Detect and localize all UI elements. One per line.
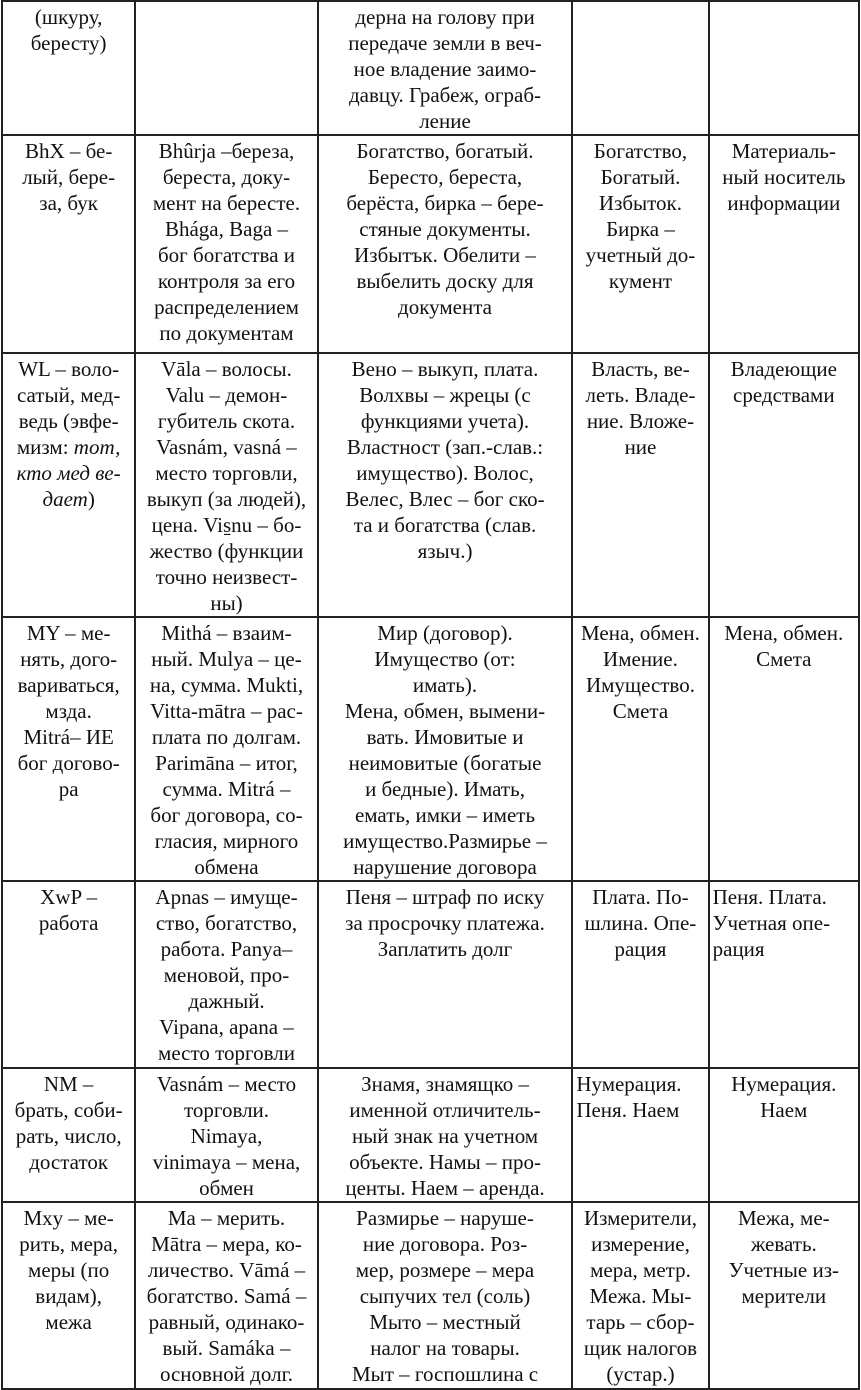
table-cell-line: Мена, обмен. <box>724 621 844 645</box>
table-cell-line: за, бук <box>39 191 98 215</box>
table-cell-line: рация <box>614 937 667 961</box>
table-cell <box>318 1202 573 1389</box>
table-cell-line: место торговли <box>158 1041 295 1065</box>
table-cell <box>572 1068 708 1202</box>
table-cell-line: та и богатства (слав. <box>353 513 537 537</box>
table-cell-line: стяные документы. <box>359 217 531 241</box>
table-cell-line: Владеющие <box>730 357 837 381</box>
table-cell-line: рация <box>712 937 765 961</box>
table-cell-line: жество (функции <box>149 539 304 563</box>
table-cell-line: рать, число, <box>15 1124 122 1148</box>
table-cell-line: Наем <box>760 1098 808 1122</box>
table-cell-line: ние договора. Роз- <box>362 1232 528 1256</box>
table-cell-line: имущество.Размирье – <box>343 829 547 853</box>
table-cell-line: губитель скота. <box>157 409 296 433</box>
table-cell-line: NM – <box>43 1072 94 1096</box>
table-cell-line: ние. Вложе- <box>586 409 695 433</box>
table-cell <box>709 617 859 881</box>
table-cell-line: Бирка – <box>606 217 675 241</box>
table-cell <box>572 135 708 353</box>
table-cell-line: ное владение заимо- <box>353 57 537 81</box>
table-cell-line: Нумерация. <box>731 1072 837 1096</box>
table-cell-line: точно неизвест- <box>155 565 298 589</box>
table-cell-line: обмена <box>194 855 259 879</box>
table-cell-line: по документам <box>159 321 294 345</box>
table-cell <box>572 1 708 135</box>
table-cell-line: Mithá – взаим- <box>161 621 292 645</box>
table-cell-line: Имущество (от: <box>374 647 516 671</box>
table-cell-line: Мыт – госпошлина с <box>351 1362 539 1386</box>
table-cell-line: WL – воло- <box>18 357 120 381</box>
table-cell-line: видам), <box>35 1284 102 1308</box>
table-cell <box>135 617 317 881</box>
table-cell-line: ние <box>624 435 657 459</box>
table-cell-line: сумма. Mitrá – <box>162 777 291 801</box>
table-cell-line: достаток <box>29 1150 109 1174</box>
table-cell-line: брать, соби- <box>14 1098 123 1122</box>
table-cell-line: равный, одинако- <box>148 1310 305 1334</box>
table-cell <box>318 1068 573 1202</box>
table-row <box>2 881 859 1068</box>
table-cell <box>2 881 135 1068</box>
table-cell-line: Мыто – местный <box>369 1310 521 1334</box>
table-cell <box>2 135 135 353</box>
table-cell-line: ление <box>419 109 471 133</box>
table-cell <box>2 1 135 135</box>
table-cell-line: на, сумма. Mukti, <box>149 673 304 697</box>
table-cell-line: Vasnám – место <box>156 1072 297 1096</box>
table-cell-line: место торговли, <box>155 461 298 485</box>
table-cell-line: ра <box>58 777 79 801</box>
table-cell-line: рить, мера, <box>19 1232 118 1256</box>
table-cell-line: жевать. <box>750 1232 817 1256</box>
table-cell-line: богатство. Samá – <box>146 1284 307 1308</box>
table-cell-line: лый, бере- <box>22 165 116 189</box>
table-cell-line: Vitta-mātra – рас- <box>150 699 303 723</box>
table-cell-line: документа <box>398 295 492 319</box>
table-cell <box>135 1 317 135</box>
table-cell-line: Плата. По- <box>592 885 689 909</box>
table-cell-line: передаче земли в веч- <box>348 31 542 55</box>
table-cell-line: Vipana, apana – <box>159 1015 294 1039</box>
table-cell-line: мизм: тот, <box>16 435 121 459</box>
table-cell <box>135 353 317 617</box>
table-cell-line: Измерители, <box>583 1206 697 1230</box>
table-cell-line: вариваться, <box>17 673 120 697</box>
table-cell <box>709 135 859 353</box>
table-cell-line: берёста, бирка – бере- <box>346 191 544 215</box>
table-cell-line: мера, метр. <box>590 1258 691 1282</box>
table-cell-line: обмен <box>199 1176 254 1200</box>
table-row <box>2 617 859 881</box>
table-cell-line: Пеня – штраф по иску <box>345 885 545 909</box>
table-cell-line: Учетные из- <box>728 1258 839 1282</box>
table-cell-line: нять, дого- <box>20 647 118 671</box>
table-cell-line: Пеня. Наем <box>576 1098 680 1122</box>
table-cell-line: мзда. <box>45 699 92 723</box>
table-cell-line: основной долг. <box>159 1362 294 1386</box>
table-cell-line: Пеня. Плата. <box>712 885 827 909</box>
table-cell-line: щик налогов <box>583 1336 698 1360</box>
table-cell-line: ны) <box>210 591 243 615</box>
table-cell-line: ный знак на учетном <box>351 1124 539 1148</box>
table-cell-line: именной отличитель- <box>349 1098 541 1122</box>
table-cell-line: дерна на голову при <box>355 5 535 29</box>
table-cell-line: Bhûrja –береза, <box>158 139 295 163</box>
table-cell-line: Vāla – волосы. <box>161 357 292 381</box>
table-row <box>2 353 859 617</box>
table-cell <box>318 353 573 617</box>
table-cell-line: функциями учета). <box>360 409 530 433</box>
table-cell-line: распределением <box>154 295 299 319</box>
etymology-table-body <box>2 1 859 1389</box>
table-cell-line: измерение, <box>591 1232 690 1256</box>
table-cell-line: береста, доку- <box>162 165 291 189</box>
table-cell-line: торговли. <box>183 1098 270 1122</box>
table-cell-line: Parimāna – итог, <box>155 751 298 775</box>
table-cell-line: Имущество. <box>585 673 695 697</box>
table-cell <box>709 881 859 1068</box>
table-cell-line: бересту) <box>30 31 107 55</box>
table-cell-line: учетный до- <box>585 243 696 267</box>
table-cell-line: Mitrá– ИЕ <box>23 725 114 749</box>
table-cell-line: (устар.) <box>606 1362 675 1386</box>
table-cell-line: тарь – сбор- <box>586 1310 695 1334</box>
table-cell-line: вый. Samáka – <box>162 1336 291 1360</box>
table-cell-line: Богатство, <box>593 139 688 163</box>
table-row <box>2 1202 859 1389</box>
table-cell-line: леть. Владе- <box>585 383 696 407</box>
table-cell-line: мер, розмере – мера <box>355 1258 535 1282</box>
table-cell-line: гласия, мирного <box>154 829 299 853</box>
table-cell-line: BhX – бе- <box>24 139 113 163</box>
table-cell-line: Смета <box>612 699 669 723</box>
table-cell <box>318 881 573 1068</box>
table-cell-line: Nimaya, <box>190 1124 263 1148</box>
table-cell <box>2 1202 135 1389</box>
table-cell-line: Учетная опе- <box>712 911 831 935</box>
table-cell-line: кумент <box>608 269 673 293</box>
table-cell-line: бог богатства и <box>158 243 296 267</box>
table-cell <box>135 135 317 353</box>
table-cell-line: межа <box>45 1310 92 1334</box>
table-cell-line: сатый, мед- <box>16 383 121 407</box>
table-cell-line: имать). <box>412 673 478 697</box>
table-cell <box>318 135 573 353</box>
table-cell-line: Бересто, береста, <box>367 165 523 189</box>
etymology-table <box>1 0 860 1390</box>
table-cell <box>2 353 135 617</box>
table-cell-line: Межа. Мы- <box>589 1284 692 1308</box>
table-cell-line: ный. Mulya – це- <box>151 647 302 671</box>
table-cell-line: цена. Vis̱nu – бо- <box>151 513 302 537</box>
table-cell <box>2 1068 135 1202</box>
table-cell-line: Властност (зап.-слав.: <box>346 435 544 459</box>
table-cell-line: Apnas – имуще- <box>155 885 298 909</box>
table-cell-line: налог на товары. <box>370 1336 520 1360</box>
table-cell-line: Нумерация. <box>576 1072 682 1096</box>
table-cell-line: Vasnám, vasná – <box>156 435 297 459</box>
table-cell-line: Знамя, знамящко – <box>361 1072 529 1096</box>
table-cell <box>709 1202 859 1389</box>
table-cell-line: Мена, обмен, вымени- <box>344 699 546 723</box>
table-cell <box>572 881 708 1068</box>
table-row <box>2 1 859 135</box>
table-cell-line: работа <box>38 911 99 935</box>
table-cell-line: Богатство, богатый. <box>356 139 534 163</box>
table-cell-line: Избытък. Обелити – <box>354 243 536 267</box>
table-cell-line: Избыток. <box>598 191 683 215</box>
table-cell-line: ный носитель <box>722 165 846 189</box>
table-row <box>2 1068 859 1202</box>
table-cell-line: объекте. Намы – про- <box>349 1150 541 1174</box>
table-cell-line: бог договора, со- <box>150 803 303 827</box>
table-cell-line: XwP – <box>40 885 98 909</box>
table-cell-line: кто мед ве- <box>16 461 121 485</box>
table-cell-line: Mxy – ме- <box>23 1206 114 1230</box>
table-cell-line: плата по долгам. <box>151 725 302 749</box>
table-cell-line: Богатый. <box>600 165 681 189</box>
table-cell <box>318 617 573 881</box>
table-cell-line: Вено – выкуп, плата. <box>351 357 539 381</box>
table-cell-line: Размирье – наруше- <box>356 1206 534 1230</box>
table-cell <box>135 1202 317 1389</box>
table-cell-line: Mātra – мера, ко- <box>151 1232 302 1256</box>
table-cell-line: вать. Имовитые и <box>366 725 524 749</box>
table-cell-line: дажный. <box>188 989 265 1013</box>
table-cell <box>572 1202 708 1389</box>
table-cell-line: Bhága, Baga – <box>164 217 289 241</box>
table-cell-line: меры (по <box>28 1258 110 1282</box>
table-cell-line: Мена, обмен. <box>581 621 700 645</box>
table-cell-line: языч.) <box>417 539 473 563</box>
table-cell-line: выкуп (за людей), <box>146 487 307 511</box>
table-cell-line: шлина. Опе- <box>584 911 697 935</box>
table-cell-line: бог догово- <box>17 751 120 775</box>
table-cell-line: емать, имки – иметь <box>354 803 536 827</box>
table-cell-line: за просрочку платежа. <box>345 911 545 935</box>
table-cell <box>2 617 135 881</box>
table-cell-line: Межа, ме- <box>737 1206 830 1230</box>
table-cell <box>709 1 859 135</box>
table-cell-line: Велес, Влес – бог ско- <box>345 487 545 511</box>
table-cell <box>135 881 317 1068</box>
table-cell-line: Имение. <box>603 647 678 671</box>
table-cell <box>572 353 708 617</box>
table-cell-line: MY – ме- <box>26 621 111 645</box>
table-cell-line: ведь (эвфе- <box>18 409 119 433</box>
table-cell-line: нарушение договора <box>353 855 537 879</box>
table-cell-line: личество. Vāmá – <box>147 1258 306 1282</box>
table-cell-line: Ма – мерить. <box>167 1206 286 1230</box>
table-cell-line: меновой, про- <box>163 963 290 987</box>
table-cell-line: сыпучих тел (соль) <box>359 1284 531 1308</box>
table-cell-line: Материаль- <box>731 139 836 163</box>
table-cell <box>709 353 859 617</box>
table-cell-line: имущество). Волос, <box>356 461 534 485</box>
table-cell-line: ство, богатство, <box>155 911 298 935</box>
table-cell-line: Волхвы – жрецы (с <box>359 383 531 407</box>
table-cell-line: контроля за его <box>157 269 296 293</box>
table-cell-line: и бедные). Имать, <box>365 777 525 801</box>
table-cell-line: vinimaya – мена, <box>152 1150 301 1174</box>
table-cell <box>709 1068 859 1202</box>
table-cell-line: информации <box>727 191 841 215</box>
table-cell <box>135 1068 317 1202</box>
table-cell <box>572 617 708 881</box>
table-cell-line: работа. Panya– <box>160 937 293 961</box>
table-cell-line: средствами <box>733 383 835 407</box>
table-cell-line: выбелить доску для <box>356 269 534 293</box>
table-cell-line: неимовитые (богатые <box>348 751 542 775</box>
table-cell-line: Мир (договор). <box>377 621 513 645</box>
table-cell-line: (шкуру, <box>34 5 103 29</box>
table-cell-line: центы. Наем – аренда. <box>345 1176 545 1200</box>
table-cell-line: Власть, ве- <box>591 357 690 381</box>
table-cell-line: Смета <box>756 647 812 671</box>
table-cell <box>318 1 573 135</box>
table-cell-line: давцу. Грабеж, ограб- <box>348 83 542 107</box>
table-cell-line: Valu – демон- <box>165 383 288 407</box>
table-cell-line: дает) <box>42 487 95 511</box>
table-cell-line: Заплатить долг <box>377 937 513 961</box>
table-row <box>2 135 859 353</box>
table-cell-line: мент на бересте. <box>152 191 301 215</box>
table-cell-line: мерители <box>741 1284 827 1308</box>
